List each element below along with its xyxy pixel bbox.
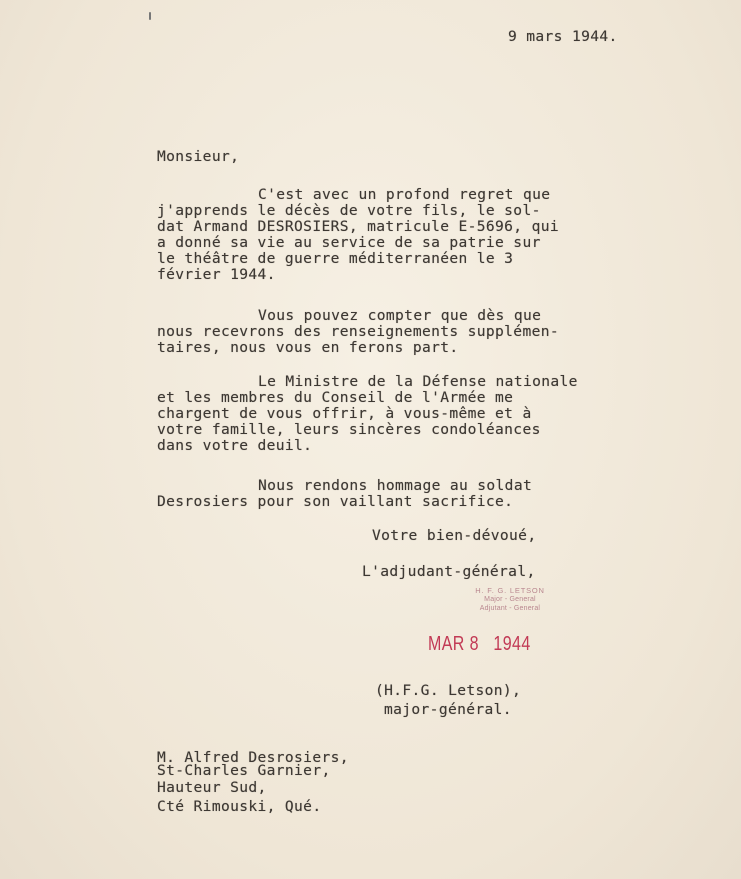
signature-stamp [445, 586, 575, 613]
paragraph-line: dat Armand DESROSIERS, matricule E-5696, qui [157, 218, 559, 235]
paragraph-line: Nous rendons hommage au soldat [258, 477, 533, 494]
paragraph-line: votre famille, leurs sincères condoléances [157, 421, 541, 438]
stamp-role: Adjutant - General [479, 605, 541, 612]
paragraph-line: a donné sa vie au service de sa patrie sur [157, 234, 541, 251]
address-line: Hauteur Sud, [157, 779, 267, 796]
address-line: Cté Rimouski, Qué. [157, 798, 322, 815]
paragraph-line: et les membres du Conseil de l'Armée me [157, 389, 514, 406]
recipient-address [157, 750, 349, 815]
signature-title: L'adjudant-général, [362, 563, 536, 580]
salutation: Monsieur, [157, 148, 240, 165]
paragraph-line: taires, nous vous en ferons part. [157, 339, 459, 356]
stamp-name: H. F. G. LETSON [475, 586, 545, 595]
punch-mark [149, 12, 151, 20]
paragraph-line: C'est avec un profond regret que [258, 186, 551, 203]
address-line: St-Charles Garnier, [157, 762, 331, 779]
stamp-rank: Major - General [484, 596, 536, 603]
paragraph-line: chargent de vous offrir, à vous-même et à [157, 405, 532, 422]
paragraph-line: dans votre deuil. [157, 437, 313, 454]
paragraph-line: j'apprends le décès de votre fils, le sol- [157, 202, 541, 219]
paragraph-line: Desrosiers pour son vaillant sacrifice. [157, 493, 514, 510]
address-line: M. Alfred Desrosiers, [157, 749, 349, 766]
received-date-stamp: MAR 8 1944 [428, 633, 531, 655]
paragraph-line: nous recevrons des renseignements supplémen- [157, 323, 559, 340]
paragraph-line: Vous pouvez compter que dès que [258, 307, 542, 324]
paragraph-information [157, 308, 559, 356]
paragraph-homage [157, 478, 532, 510]
paragraph-line: Le Ministre de la Défense nationale [258, 373, 578, 390]
letter-date: 9 mars 1944. [508, 28, 618, 45]
paragraph-minister [157, 374, 578, 454]
paragraph-condolence [157, 187, 559, 283]
closing: Votre bien-dévoué, [372, 527, 537, 544]
paragraph-line: le théâtre de guerre méditerranéen le 3 [157, 250, 514, 267]
paragraph-line: février 1944. [157, 266, 276, 283]
signature-rank: major-général. [384, 701, 512, 718]
signature-name: (H.F.G. Letson), [375, 682, 522, 699]
